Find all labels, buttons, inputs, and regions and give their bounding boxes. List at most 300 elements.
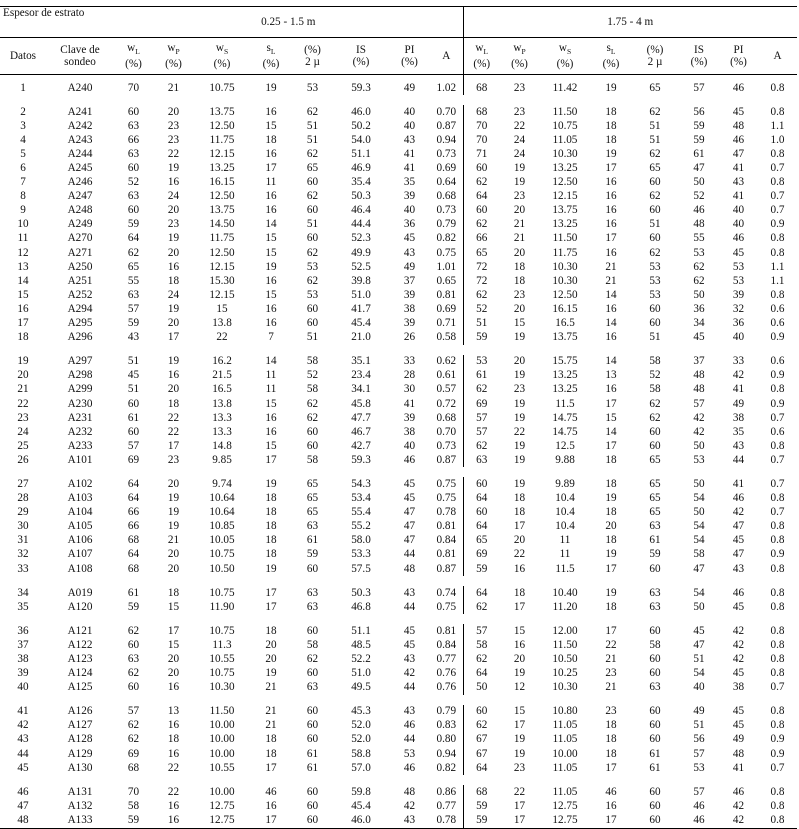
table-cell: 63 xyxy=(306,600,319,613)
table-cell: A230 xyxy=(67,397,93,410)
table-cell: 62 xyxy=(127,719,140,732)
table-cell: 20 xyxy=(167,562,180,575)
table-cell: 9.85 xyxy=(212,453,232,466)
table-cell: 21 xyxy=(513,232,526,245)
col-header-subscript: P xyxy=(175,47,180,57)
table-cell: 0.7 xyxy=(770,477,785,490)
table-row xyxy=(0,260,797,274)
col-header-symbol xyxy=(333,44,389,56)
table-cell: 0.8 xyxy=(770,176,785,189)
table-cell: 0.7 xyxy=(770,162,785,175)
table-cell: 19 xyxy=(513,369,526,382)
table-cell: 0.8 xyxy=(770,383,785,396)
table-cell: 0.7 xyxy=(770,761,785,774)
table-row xyxy=(0,624,797,638)
table-cell: 17 xyxy=(513,600,526,613)
table-cell: A130 xyxy=(67,761,93,774)
table-cell: 45 xyxy=(127,369,140,382)
table-cell: 18 xyxy=(167,397,180,410)
table-cell: 16 xyxy=(605,799,617,812)
table-cell: 35 xyxy=(732,425,745,438)
col-header-unit: (%) xyxy=(511,58,528,71)
table-cell: 60 xyxy=(306,705,319,718)
col-header-symbol-main: IS xyxy=(694,44,704,56)
table-cell: 66 xyxy=(127,133,140,146)
col-header-unit: (%) xyxy=(352,56,370,68)
table-cell: 64 xyxy=(463,586,500,600)
row-spacer xyxy=(0,775,797,785)
table-cell: 52 xyxy=(649,369,661,382)
table-cell: 64 xyxy=(463,492,500,506)
table-cell: 51.0 xyxy=(351,667,371,680)
table-cell: 17 xyxy=(605,232,617,245)
table-cell: 0.8 xyxy=(770,105,785,118)
table-cell: 60 xyxy=(127,397,140,410)
table-cell: 47 xyxy=(403,520,416,533)
table-cell: 0.78 xyxy=(436,506,457,519)
table-cell: 66 xyxy=(127,506,140,519)
table-row xyxy=(0,218,797,232)
row-spacer xyxy=(0,576,797,586)
table-cell: 67 xyxy=(463,747,500,761)
table-cell: 15 xyxy=(265,439,277,452)
table-cell: A252 xyxy=(67,288,93,301)
table-cell: 60 xyxy=(306,302,319,315)
table-row xyxy=(0,246,797,260)
table-cell: 62 xyxy=(306,397,319,410)
table-cell: 1 xyxy=(20,81,26,94)
table-cell: 0.8 xyxy=(770,562,785,575)
table-cell: 10.4 xyxy=(555,520,575,533)
table-cell: 26 xyxy=(403,331,416,344)
table-cell: 57 xyxy=(127,302,140,315)
table-cell: 12.15 xyxy=(209,288,235,301)
table-cell: 42 xyxy=(732,799,745,812)
table-cell: 18 xyxy=(17,331,29,344)
table-cell: 57 xyxy=(693,747,705,760)
table-cell: 20 xyxy=(167,105,180,118)
table-cell: 46 xyxy=(732,492,745,505)
table-cell: 72 xyxy=(463,260,500,274)
table-cell: 65 xyxy=(649,492,661,505)
table-cell: 63 xyxy=(127,190,140,203)
table-cell: 17 xyxy=(265,453,277,466)
table-cell: 18 xyxy=(167,274,180,287)
table-cell: 18 xyxy=(265,548,277,561)
table-cell: 62 xyxy=(693,260,705,273)
table-cell: 46 xyxy=(732,232,745,245)
table-cell: 61 xyxy=(306,534,319,547)
table-cell: 47 xyxy=(693,562,705,575)
table-cell: 57.0 xyxy=(351,761,371,774)
table-cell: 11.75 xyxy=(209,232,235,245)
table-cell: 23 xyxy=(513,190,526,203)
table-cell: 60 xyxy=(463,204,500,218)
col-header-cols2-2 xyxy=(539,38,591,75)
table-cell: 16 xyxy=(167,719,180,732)
table-cell: A251 xyxy=(67,274,93,287)
table-cell: 45 xyxy=(693,331,705,344)
col-header-symbol-main: PI xyxy=(733,44,744,56)
table-cell: 19 xyxy=(265,562,277,575)
table-cell: 53 xyxy=(732,260,745,273)
table-cell: 54 xyxy=(693,492,705,505)
col-header-cols2-1 xyxy=(500,38,539,75)
table-cell: 23 xyxy=(17,411,29,424)
table-cell: 18 xyxy=(605,119,617,132)
table-cell: 15.75 xyxy=(552,355,578,368)
table-cell: 62 xyxy=(306,411,319,424)
table-cell: 23 xyxy=(167,119,180,132)
table-cell: 11.20 xyxy=(552,600,578,613)
table-cell: 50 xyxy=(693,288,705,301)
table-cell: 0.8 xyxy=(770,492,785,505)
table-cell: 11 xyxy=(265,369,277,382)
table-cell: 12 xyxy=(17,246,29,259)
table-cell: 60 xyxy=(306,799,319,812)
table-cell: A125 xyxy=(67,681,93,694)
table-cell: 13.8 xyxy=(212,317,232,330)
table-row xyxy=(0,176,797,190)
table-cell: 60 xyxy=(649,176,661,189)
col-header-cols2-3 xyxy=(591,38,631,75)
col-header-cols1-7 xyxy=(430,38,463,75)
table-cell: 0.84 xyxy=(436,534,457,547)
table-cell: A249 xyxy=(67,218,93,231)
table-cell: 66 xyxy=(463,232,500,246)
table-cell: A107 xyxy=(67,548,93,561)
table-cell: 43 xyxy=(732,439,745,452)
table-row xyxy=(0,477,797,491)
table-cell: 0.81 xyxy=(436,624,457,637)
table-cell: 0.8 xyxy=(770,288,785,301)
table-cell: 20 xyxy=(167,204,180,217)
table-cell: 15 xyxy=(513,624,526,637)
col-header-unit: (%) xyxy=(165,58,182,71)
column-header-row xyxy=(0,38,797,75)
col-header-symbol xyxy=(153,42,194,58)
table-row xyxy=(0,302,797,316)
table-cell: 16 xyxy=(605,176,617,189)
table-cell: 14 xyxy=(17,274,29,287)
table-cell: 64 xyxy=(463,520,500,534)
table-cell: 46 xyxy=(605,785,617,798)
table-cell: 25 xyxy=(17,439,29,452)
table-cell: 51 xyxy=(649,133,661,146)
table-cell: 50.2 xyxy=(351,119,371,132)
table-cell: 15 xyxy=(265,232,277,245)
table-cell: 19 xyxy=(605,586,617,599)
table-cell: 20 xyxy=(513,204,526,217)
table-cell: 18 xyxy=(265,733,277,746)
table-cell: 11 xyxy=(559,534,571,547)
table-cell: 35.4 xyxy=(351,176,371,189)
table-cell: 17 xyxy=(605,562,617,575)
table-cell: 0.69 xyxy=(436,302,457,315)
table-cell: 40 xyxy=(732,218,745,231)
table-cell: 21 xyxy=(513,218,526,231)
table-cell: 11.90 xyxy=(209,600,235,613)
table-cell: 13.25 xyxy=(209,162,235,175)
table-cell: 22 xyxy=(17,397,29,410)
table-cell: 53.3 xyxy=(351,548,371,561)
table-cell: 60 xyxy=(306,562,319,575)
table-cell: 11.50 xyxy=(552,105,578,118)
table-cell: 35 xyxy=(17,600,29,613)
table-cell: 42 xyxy=(693,425,705,438)
table-cell: 53 xyxy=(403,747,416,760)
table-cell: 17 xyxy=(605,624,617,637)
table-cell: 23 xyxy=(167,453,180,466)
table-cell: 18 xyxy=(605,534,617,547)
table-cell: 68 xyxy=(463,785,500,799)
table-cell: 46.9 xyxy=(351,162,371,175)
table-cell: 13.3 xyxy=(212,411,232,424)
col-header-symbol xyxy=(758,50,797,62)
table-cell: 0.8 xyxy=(758,813,797,828)
table-cell: 70 xyxy=(127,785,140,798)
table-cell: 21 xyxy=(265,681,277,694)
table-cell: 0.7 xyxy=(770,681,785,694)
table-cell: 36 xyxy=(17,624,29,637)
table-cell: 0.75 xyxy=(436,246,457,259)
table-cell: 61 xyxy=(127,411,140,424)
table-cell: 10.00 xyxy=(209,747,235,760)
table-cell: 10.00 xyxy=(209,733,235,746)
table-cell: 61 xyxy=(127,586,140,599)
col-header-subscript: L xyxy=(483,47,489,57)
table-cell: 58 xyxy=(306,638,319,651)
table-cell: 20 xyxy=(513,355,526,368)
table-cell: 19 xyxy=(167,302,180,315)
table-cell: 59.3 xyxy=(351,453,371,466)
table-cell: 0.8 xyxy=(770,719,785,732)
col-header-cols1-2 xyxy=(194,38,250,75)
table-cell: 50.3 xyxy=(351,586,371,599)
table-cell: 70 xyxy=(127,81,140,94)
table-cell: 11.75 xyxy=(209,133,235,146)
table-cell: 51 xyxy=(306,218,319,231)
table-cell: 46 xyxy=(403,453,416,466)
table-cell: 44 xyxy=(732,453,745,466)
table-cell: 60 xyxy=(306,425,319,438)
table-cell: 16 xyxy=(265,204,277,217)
table-cell: 17 xyxy=(265,761,277,774)
table-cell: 18 xyxy=(265,133,277,146)
table-cell: 10.4 xyxy=(555,492,575,505)
table-cell: 16 xyxy=(605,302,617,315)
table-cell: 10.40 xyxy=(552,586,578,599)
table-cell: 0.8 xyxy=(770,147,785,160)
table-cell: 48 xyxy=(693,218,705,231)
table-cell: 58.0 xyxy=(351,534,371,547)
table-cell: 38 xyxy=(732,681,745,694)
table-cell: 51 xyxy=(649,331,661,344)
table-cell: 20 xyxy=(513,653,526,666)
table-cell: 34 xyxy=(693,317,705,330)
table-cell: 54 xyxy=(693,667,705,680)
table-cell: 0.84 xyxy=(436,638,457,651)
col-header-symbol-main: PI xyxy=(404,44,415,56)
table-cell: 23 xyxy=(513,288,526,301)
table-cell: 63 xyxy=(127,653,140,666)
table-cell: 44 xyxy=(403,733,416,746)
table-cell: 66 xyxy=(127,520,140,533)
table-cell: 0.7 xyxy=(770,506,785,519)
table-cell: 52.0 xyxy=(351,719,371,732)
table-cell: 69 xyxy=(127,453,140,466)
table-cell: 53 xyxy=(732,274,745,287)
table-cell: 47 xyxy=(403,534,416,547)
table-cell: A250 xyxy=(67,260,93,273)
table-cell: 19 xyxy=(167,520,180,533)
table-cell: A103 xyxy=(67,492,93,505)
table-cell: 13.75 xyxy=(552,331,578,344)
col-header-cols1-0 xyxy=(114,38,153,75)
table-cell: 57 xyxy=(693,81,705,94)
table-cell: 50 xyxy=(693,439,705,452)
table-cell: 17 xyxy=(167,439,180,452)
table-cell: 62 xyxy=(463,719,500,733)
table-cell: 64 xyxy=(127,477,140,490)
table-cell: 43 xyxy=(732,562,745,575)
table-cell: 60 xyxy=(649,302,661,315)
group-header-shallow: 0.25 - 1.5 m xyxy=(261,16,316,28)
table-row xyxy=(0,719,797,733)
table-cell: 59 xyxy=(649,548,661,561)
table-cell: 20 xyxy=(513,246,526,259)
table-cell: 52.3 xyxy=(351,232,371,245)
table-cell: 14 xyxy=(605,317,617,330)
table-cell: 24 xyxy=(17,425,29,438)
table-cell: 63 xyxy=(463,453,500,467)
table-cell: 19 xyxy=(17,355,29,368)
table-cell: 61 xyxy=(649,747,661,760)
table-cell: 60 xyxy=(127,204,140,217)
table-cell: A248 xyxy=(67,204,93,217)
table-row xyxy=(0,369,797,383)
table-cell: 19 xyxy=(167,162,180,175)
col-header-symbol xyxy=(250,42,292,58)
table-cell: 59 xyxy=(306,548,319,561)
table-cell: 62 xyxy=(463,176,500,190)
stratum-thickness-label: Espesor de estrato xyxy=(3,7,85,19)
table-cell: 41 xyxy=(403,397,416,410)
table-cell: 38 xyxy=(403,302,416,315)
table-cell: 20 xyxy=(605,520,617,533)
table-cell: 11 xyxy=(17,232,29,245)
table-cell: 10.75 xyxy=(209,548,235,561)
col-header-symbol xyxy=(631,44,679,56)
table-cell: 61 xyxy=(693,147,705,160)
table-cell: 19 xyxy=(513,747,526,760)
table-cell: A241 xyxy=(67,105,93,118)
table-cell: 62 xyxy=(306,190,319,203)
table-cell: 0.77 xyxy=(436,653,457,666)
table-cell: 58 xyxy=(649,355,661,368)
table-cell: 58 xyxy=(649,638,661,651)
table-cell: 17 xyxy=(265,162,277,175)
table-cell: 12.50 xyxy=(552,288,578,301)
table-row xyxy=(0,190,797,204)
col-header-datos: Datos xyxy=(9,50,37,62)
table-cell: 32 xyxy=(732,302,745,315)
table-cell: 50 xyxy=(693,506,705,519)
table-cell: 41 xyxy=(403,162,416,175)
table-cell: 10 xyxy=(17,218,29,231)
table-cell: 50 xyxy=(693,477,705,490)
table-cell: 62 xyxy=(649,147,661,160)
col-header-subscript: L xyxy=(135,47,140,57)
table-cell: 59.3 xyxy=(351,81,371,94)
table-cell: 44 xyxy=(17,747,29,760)
table-cell: 21 xyxy=(17,383,29,396)
table-cell: 14.75 xyxy=(552,425,578,438)
table-cell: 33 xyxy=(17,562,29,575)
table-cell: 23 xyxy=(605,667,617,680)
table-cell: 0.82 xyxy=(436,232,457,245)
table-cell: 16 xyxy=(605,204,617,217)
table-cell: A297 xyxy=(67,355,93,368)
table-cell: 58 xyxy=(306,355,319,368)
table-cell: 16 xyxy=(167,681,180,694)
table-cell: 5 xyxy=(20,147,26,160)
table-cell: 13.25 xyxy=(552,369,578,382)
table-cell: 0.8 xyxy=(770,246,785,259)
table-cell: 10.00 xyxy=(209,719,235,732)
table-row xyxy=(0,638,797,652)
table-cell: 0.8 xyxy=(770,232,785,245)
table-cell: 17 xyxy=(250,813,292,828)
table-cell: 19 xyxy=(513,411,526,424)
table-cell: 24 xyxy=(167,288,180,301)
table-cell: 0.57 xyxy=(436,383,457,396)
table-cell: 13.25 xyxy=(552,162,578,175)
table-cell: 21.5 xyxy=(212,369,232,382)
table-cell: 51.0 xyxy=(351,288,371,301)
table-cell: A123 xyxy=(67,653,93,666)
col-header-unit: (%) xyxy=(213,58,231,71)
table-cell: A240 xyxy=(67,81,93,94)
table-cell: 10.50 xyxy=(552,653,578,666)
table-cell: 17 xyxy=(167,624,180,637)
table-cell: 63 xyxy=(306,520,319,533)
table-cell: 43 xyxy=(403,246,416,259)
table-cell: 12.15 xyxy=(209,260,235,273)
table-cell: 19 xyxy=(513,439,526,452)
table-cell: 62 xyxy=(463,218,500,232)
col-header-symbol-main: w xyxy=(558,41,567,54)
table-cell: 45.4 xyxy=(351,317,371,330)
table-cell: 46 xyxy=(732,81,745,94)
table-row xyxy=(0,161,797,175)
table-cell: 0.76 xyxy=(436,681,457,694)
table-cell: 18 xyxy=(605,477,617,490)
table-cell: 45 xyxy=(403,232,416,245)
table-cell: 41 xyxy=(403,147,416,160)
table-cell: 60 xyxy=(631,813,679,828)
table-cell: 51 xyxy=(306,119,319,132)
table-cell: 23.4 xyxy=(351,369,371,382)
table-cell: 20 xyxy=(265,638,277,651)
table-cell: 18 xyxy=(167,733,180,746)
table-cell: 41.7 xyxy=(351,302,371,315)
table-cell: 71 xyxy=(463,147,500,161)
table-cell: 59 xyxy=(693,119,705,132)
table-cell: 61 xyxy=(306,747,319,760)
table-cell: 63 xyxy=(127,147,140,160)
table-cell: 42 xyxy=(732,638,745,651)
